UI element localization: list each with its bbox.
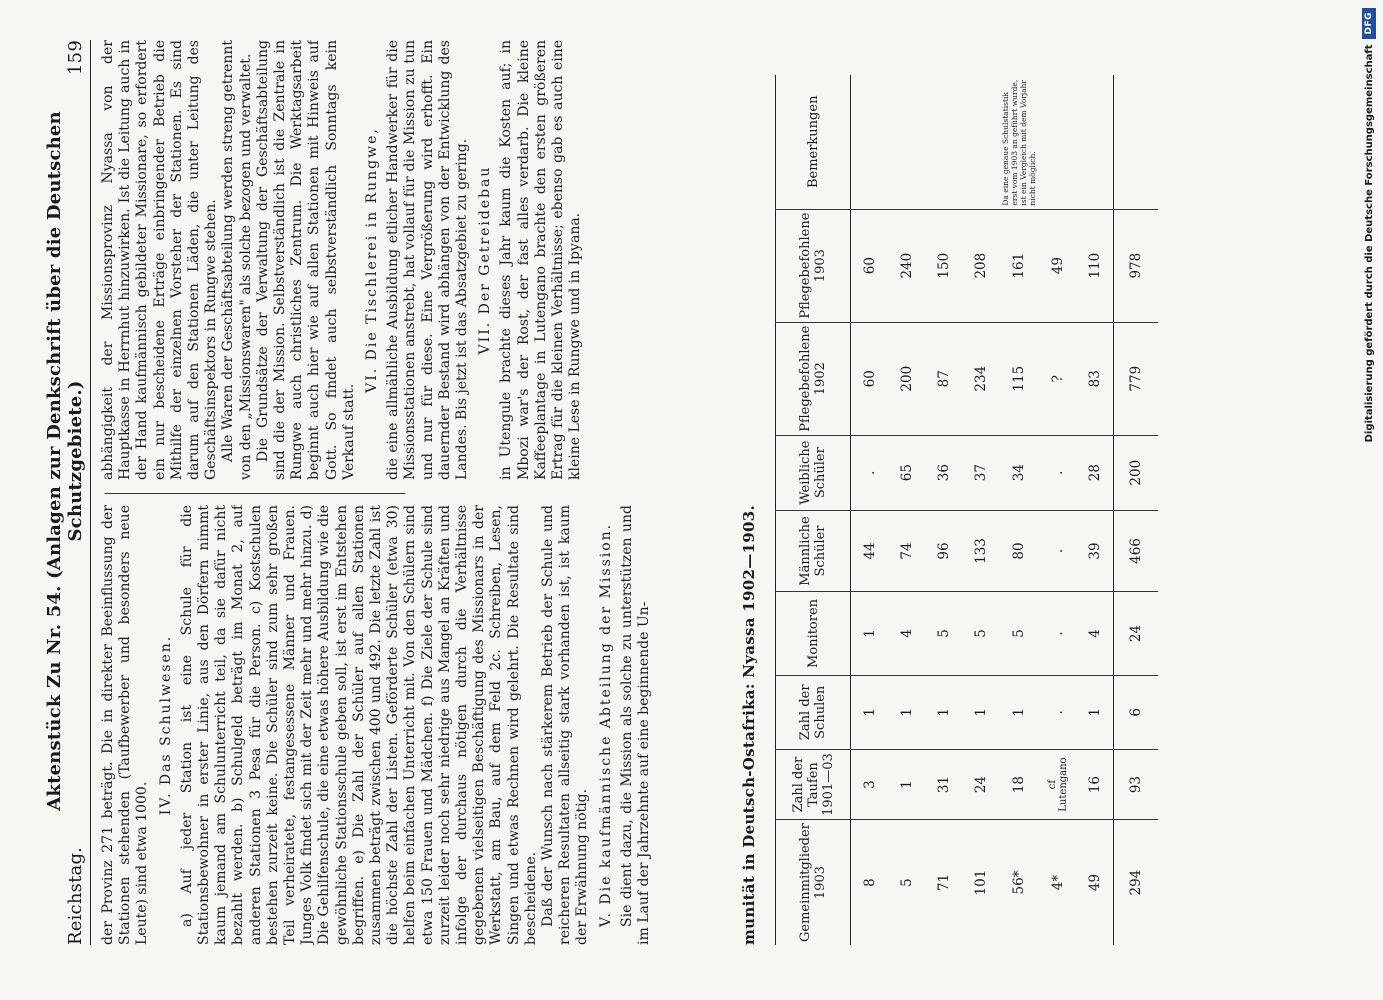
table-cell: 1: [851, 675, 889, 749]
header-left: Reichstag.: [65, 846, 86, 945]
paragraph: Sie dient dazu, die Mission als solche zu unterstützen und im Lauf der Jahrzehnte auf eine beginnende Un-: [618, 505, 653, 945]
table-cell: 65: [888, 435, 925, 510]
text-column-right: [100, 40, 685, 480]
total-cell: 24: [1114, 592, 1159, 675]
table-cell: 80: [999, 510, 1039, 592]
column-header: Bemerkungen: [776, 75, 851, 209]
table-cell: 60: [851, 322, 889, 435]
section-heading: VII. Der Getreidebau: [477, 165, 494, 355]
table-row: [1039, 75, 1076, 945]
table-cell: 3: [851, 750, 889, 820]
table-cell: 24: [962, 750, 999, 820]
table-cell: [962, 75, 999, 209]
total-cell: 978: [1114, 209, 1159, 322]
paragraph: in Utengule brachte dieses Jahr kaum die Kosten auf; in Mbozi war's der Rost, der fast alles verdarb. Die kleine Kaffeeplantage in Lutengano brachte den ersten größeren Ertrag für die kleinen Verhältnisse; ebenso gab es auch eine kleine Lese in Rungwe und in Ipyana.: [498, 40, 584, 480]
page-number: 159: [65, 40, 86, 75]
table-cell: .: [1039, 675, 1076, 749]
table-cell: [888, 75, 925, 209]
table-cell: 87: [925, 322, 962, 435]
table-cell: 240: [888, 209, 925, 322]
table-cell: .: [1039, 510, 1076, 592]
table-header-row: [776, 75, 851, 945]
column-header: Zahl der Schulen: [776, 675, 851, 749]
column-header: Monitoren: [776, 592, 851, 675]
table-cell: 49: [1086, 873, 1103, 892]
table-cell: [851, 75, 889, 209]
table-cell: 133: [962, 510, 999, 592]
column-header: Pflegebefohlene 1903: [776, 209, 851, 322]
table-cell: 1: [851, 592, 889, 675]
table-total-row: [1114, 75, 1159, 945]
total-cell: 93: [1114, 750, 1159, 820]
table-row: [962, 75, 999, 945]
table-row: [851, 75, 889, 945]
column-divider: [105, 493, 405, 494]
table-cell: 56*: [1011, 870, 1027, 895]
table-cell: 71: [935, 873, 952, 892]
table-cell: 74: [888, 510, 925, 592]
table-cell: 4: [1076, 592, 1114, 675]
table-row: [999, 75, 1039, 945]
table-cell: 83: [1076, 322, 1114, 435]
table-cell: [1039, 75, 1076, 209]
table-cell: 16: [1076, 750, 1114, 820]
table-cell: 200: [888, 322, 925, 435]
column-header: Zahl der Taufen 1901—03: [776, 750, 851, 820]
table-cell: 4: [888, 592, 925, 675]
table-row: [888, 75, 925, 945]
table-cell: 1: [1076, 675, 1114, 749]
table-row: [925, 75, 962, 945]
table-cell: [925, 75, 962, 209]
table-cell: 36: [925, 435, 962, 510]
column-header: Gemeinmitglieder 1903: [776, 820, 851, 945]
table-cell: 8: [861, 878, 878, 887]
table-cell: 115: [999, 322, 1039, 435]
table-title: munität in Deutsch-Ostafrika: Nyassa 1902—1903.: [740, 505, 758, 945]
table-cell: .: [1039, 592, 1076, 675]
table-cell: 28: [1076, 435, 1114, 510]
header-rule: [90, 40, 91, 945]
table-cell: .: [1039, 435, 1076, 510]
dfg-logo: DFG: [1362, 8, 1376, 39]
table-cell: 208: [962, 209, 999, 322]
table-cell: 1: [888, 675, 925, 749]
table-cell: 39: [1076, 510, 1114, 592]
text-column-left: [100, 505, 685, 945]
paragraph: abhängigkeit der Missionsprovinz Nyassa von der Hauptkasse in Herrnhut hinzuwirken. Ist die Leitung auch in der Hand kaufmännisch gebildeter Missionare, so erfordert ein nur bescheidene Erträge einbringender Betrieb die Mithilfe der einzelnen Vorsteher der Stationen. Es sind darum auf den Stationen Läden, die unter Leitung des Geschäftsinspektors in Rungwe stehen.: [100, 40, 220, 480]
table-cell: 161: [999, 209, 1039, 322]
section-heading: VI. Die Tischlerei in Rungwe,: [364, 127, 381, 393]
total-cell: 779: [1114, 322, 1159, 435]
table-cell: 110: [1076, 209, 1114, 322]
table-cell: 49: [1039, 209, 1076, 322]
table-cell: 31: [925, 750, 962, 820]
header-title: Aktenstück Zu Nr. 54. (Anlagen zur Denkschrift über die Deutschen Schutzgebiete.): [44, 111, 86, 811]
table-cell: cf Lutengano: [1039, 750, 1076, 820]
paragraph: der Provinz 271 beträgt. Die in direkter Beeinflussung der Stationen stehenden (Taufbewerber und besonders neue Leute) sind etwa 1000.: [100, 505, 151, 945]
statistics-table: [775, 75, 1158, 945]
digitization-credit: [1356, 0, 1382, 1000]
total-cell: 6: [1114, 675, 1159, 749]
table-cell: 1: [999, 675, 1039, 749]
paragraph: die eine allmähliche Ausbildung etlicher Handwerker für die Missionsstationen anstrebt, hat vollauf für die Mission zu tun und nur für diese. Eine Vergrößerung wird erhofft. Ein dauernder Bestand wird abhängen von der Entwicklung des Landes. Bis jetzt ist das Absatzgebiet zu gering.: [385, 40, 471, 480]
column-header: Weibliche Schüler: [776, 435, 851, 510]
table-cell: 234: [962, 322, 999, 435]
column-header: Pflegebefohlene 1902: [776, 322, 851, 435]
paragraph: a) Auf jeder Station ist eine Schule für die Stationsbewohner in erster Linie, aus den Dörfern nimmt kaum jemand am Schulunterricht teil, da sie dafür nicht bezahlt werden. b) Schulgeld beträgt im Monat 2, auf anderen Stationen 3 Pesa für die Person. c) Kostschulen bestehen zurzeit keine. Die Schüler sind zum sehr großen Teil verheiratete, festangesessene Männer und Frauen. Junges Volk findet sich mit der Zeit mehr und mehr hinzu. d) Die Gehilfenschule, die eine etwas höhere Ausbildung wie die gewöhnliche Stationsschule geben soll, ist erst im Entstehen begriffen. e) Die Zahl der Schüler auf allen Stationen zusammen beträgt zwischen 400 und 492. Die letzte Zahl ist die höchste Zahl der Listen. Geförderte Schüler (etwa 30) helfen beim einfachen Unterricht mit. Von den Schülern sind etwa 150 Frauen und Mädchen. f) Die Ziele der Schule sind zurzeit leider noch sehr niedrige aus Mangel an Kräften und infolge der durchaus nötigen durch die Verhältnisse gegebenen vielseitigen Beschäftigung des Missionars in der Werkstatt, am Bau, auf dem Feld 2c. Schreiben, Lesen, Singen und etwas Rechnen wird gelehrt. Die Resultate sind bescheidene.: [178, 505, 539, 945]
total-cell: 200: [1114, 435, 1159, 510]
table-cell: 18: [999, 750, 1039, 820]
remark-cell: Da eine genaue Schulstatistik erst vom 1903 an geführt wurde, ist ein Vergleich mit dem Vorjahr nicht möglich.: [999, 75, 1039, 209]
table-cell: 150: [925, 209, 962, 322]
credit-text: Digitalisierung gefördert durch die Deutsche Forschungsgemeinschaft: [1363, 44, 1375, 443]
section-heading: IV. Das Schulwesen.: [157, 634, 174, 816]
table-cell: ?: [1039, 322, 1076, 435]
table-cell: .: [851, 435, 889, 510]
table-cell: [1076, 75, 1114, 209]
table-cell: 1: [888, 750, 925, 820]
page-header: [44, 40, 86, 945]
table-cell: 5: [999, 592, 1039, 675]
total-cell: 294: [1114, 820, 1159, 945]
table-cell: 96: [925, 510, 962, 592]
table-cell: 4*: [1049, 874, 1066, 891]
table-cell: 34: [999, 435, 1039, 510]
table-cell: 60: [851, 209, 889, 322]
table-cell: 1: [925, 675, 962, 749]
table-cell: 44: [851, 510, 889, 592]
table-cell: 5: [925, 592, 962, 675]
paragraph: Daß der Wunsch nach stärkerem Betrieb der Schule und reicheren Resultaten allseitig stark vorhanden ist, ist kaum der Erwähnung nötig.: [540, 505, 591, 945]
column-header: Männliche Schüler: [776, 510, 851, 592]
table-row: [1076, 75, 1114, 945]
total-cell: 466: [1114, 510, 1159, 592]
table-cell: 101: [972, 869, 989, 896]
table-cell: 5: [898, 878, 915, 887]
paragraph: Die Grundsätze der Verwaltung der Geschäftsabteilung sind die der Mission. Selbstverständlich ist die Zentrale in Rungwe auch christliches Zentrum. Die Werktagsarbeit beginnt auch hier wie auf allen Stationen mit Hinweis auf Gott. So findet auch selbstverständlich Sonntags kein Verkauf statt.: [254, 40, 357, 480]
section-heading: V. Die kaufmännische Abteilung der Mission.: [597, 522, 614, 928]
table-cell: 37: [962, 435, 999, 510]
table-cell: 5: [962, 592, 999, 675]
table-cell: 1: [962, 675, 999, 749]
total-cell: [1114, 75, 1159, 209]
paragraph: Alle Waren der Geschäftsabteilung werden streng getrennt von den „Missionswaren" als solche bezogen und verwaltet.: [220, 40, 254, 480]
